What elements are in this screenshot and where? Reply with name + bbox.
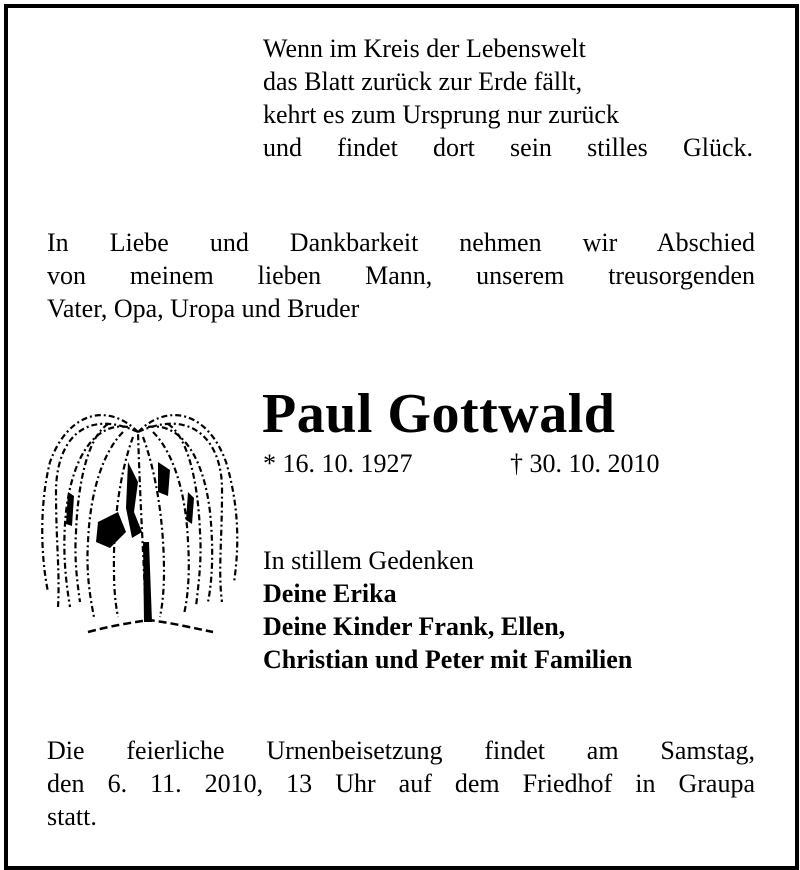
funeral-line: den 6. 11. 2010, 13 Uhr auf dem Friedhof in Graupa: [47, 769, 755, 798]
birth-date: * 16. 10. 1927: [263, 449, 413, 478]
poem-line: kehrt es zum Ursprung nur zurück: [263, 100, 619, 129]
mourner-line: Christian und Peter mit Familien: [263, 645, 633, 674]
weeping-willow-icon: [28, 392, 248, 642]
poem-line: das Blatt zurück zur Erde fällt,: [263, 67, 583, 96]
intro-line: Vater, Opa, Uropa und Bruder: [47, 294, 360, 323]
mourner-line: Deine Erika: [263, 579, 397, 608]
poem-line: Wenn im Kreis der Lebenswelt: [263, 34, 586, 63]
deceased-name: Paul Gottwald: [262, 383, 616, 445]
intro-line: In Liebe und Dankbarkeit nehmen wir Abschied: [47, 228, 755, 257]
intro-line: von meinem lieben Mann, unserem treusorgenden: [47, 261, 755, 290]
mourner-line: Deine Kinder Frank, Ellen,: [263, 612, 566, 641]
funeral-line: statt.: [47, 802, 97, 831]
funeral-line: Die feierliche Urnenbeisetzung findet am Samstag,: [47, 736, 755, 765]
death-date: † 30. 10. 2010: [510, 449, 660, 478]
poem-line: und findet dort sein stilles Glück.: [263, 133, 753, 162]
mourners-heading: In stillem Gedenken: [263, 546, 474, 575]
